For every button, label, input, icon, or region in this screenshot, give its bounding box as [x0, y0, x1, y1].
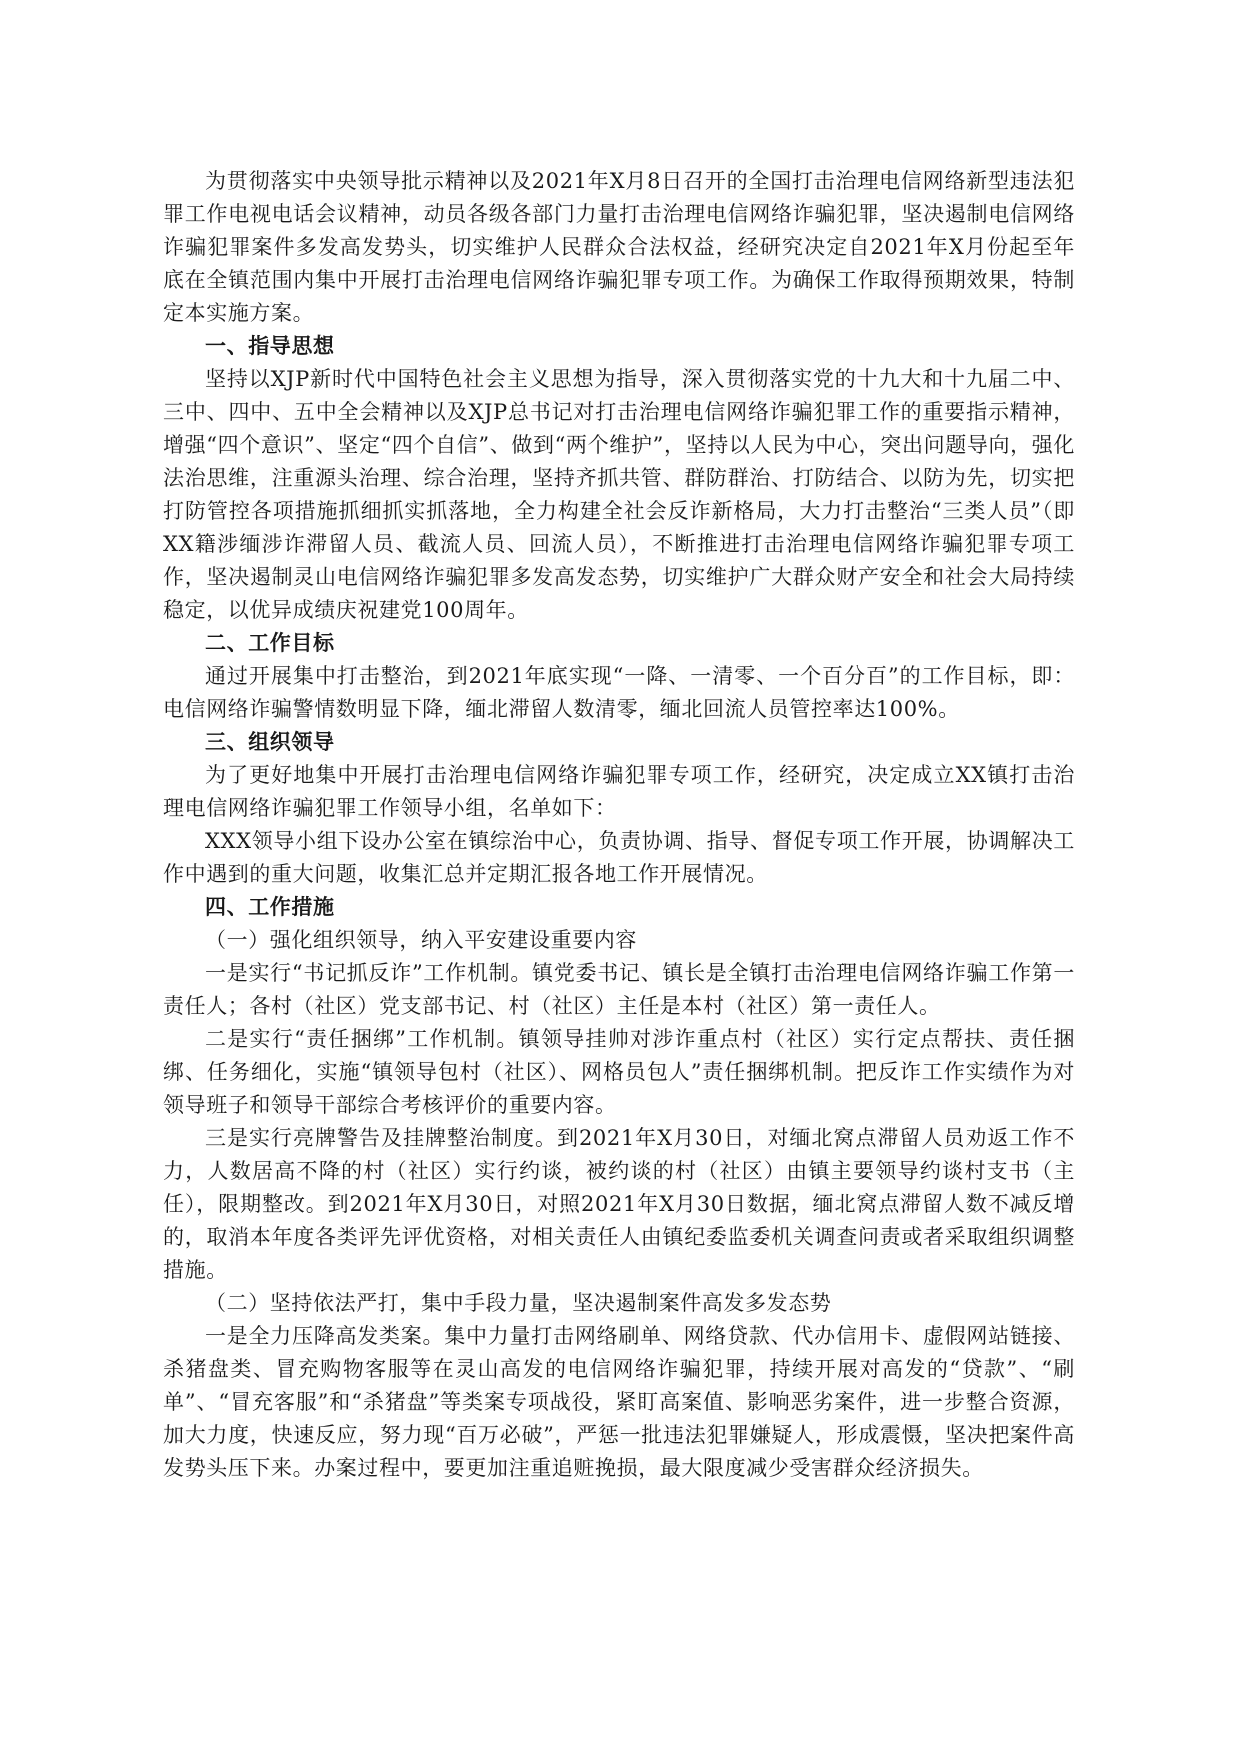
section-heading-guiding-ideology: 一、指导思想: [205, 334, 335, 358]
section-heading-work-measures: 四、工作措施: [205, 895, 335, 919]
guiding-ideology-paragraph: 坚持以XJP新时代中国特色社会主义思想为指导，深入贯彻落实党的十九大和十九届二中、三中、四中、五中全会精神以及XJP总书记对打击治理电信网络诈骗犯罪工作的重要指示精神，增强“四个意识”、坚定“四个自信”、做到“两个维护”，坚持以人民为中心，突出问题导向，强化法治思维，注重源头治理、综合治理，坚持齐抓共管、群防群治、打防结合、以防为先，切实把打防管控各项措施抓细抓实抓落地，全力构建全社会反诈新格局，大力打击整治“三类人员”（即XX籍涉缅涉诈滞留人员、截流人员、回流人员），不断推进打击治理电信网络诈骗犯罪专项工作，坚决遏制灵山电信网络诈骗犯罪多发高发态势，切实维护广大群众财产安全和社会大局持续稳定，以优异成绩庆祝建党100周年。: [163, 367, 1075, 622]
subsection-title-1: （一）强化组织领导，纳入平安建设重要内容: [205, 928, 637, 952]
measure-paragraph-1-1: 一是实行“书记抓反诈”工作机制。镇党委书记、镇长是全镇打击治理电信网络诈骗工作第一责任人；各村（社区）党支部书记、村（社区）主任是本村（社区）第一责任人。: [163, 961, 1075, 1018]
measure-paragraph-1-2: 二是实行“责任捆绑”工作机制。镇领导挂帅对涉诈重点村（社区）实行定点帮扶、责任捆绑、任务细化，实施“镇领导包村（社区）、网格员包人”责任捆绑机制。把反诈工作实绩作为对领导班子和领导干部综合考核评价的重要内容。: [163, 1027, 1075, 1117]
measure-paragraph-2-1: 一是全力压降高发类案。集中力量打击网络刷单、网络贷款、代办信用卡、虚假网站链接、杀猪盘类、冒充购物客服等在灵山高发的电信网络诈骗犯罪，持续开展对高发的“贷款”、“刷单”、“冒充客服”和“杀猪盘”等类案专项战役，紧盯高案值、影响恶劣案件，进一步整合资源，加大力度，快速反应，努力现“百万必破”，严惩一批违法犯罪嫌疑人，形成震慑，坚决把案件高发势头压下来。办案过程中，要更加注重追赃挽损，最大限度减少受害群众经济损失。: [163, 1324, 1075, 1480]
section-heading-work-goals: 二、工作目标: [205, 631, 335, 655]
organization-paragraph-2: XXX领导小组下设办公室在镇综治中心，负责协调、指导、督促专项工作开展，协调解决工作中遇到的重大问题，收集汇总并定期汇报各地工作开展情况。: [163, 829, 1075, 886]
subsection-title-2: （二）坚持依法严打，集中手段力量，坚决遏制案件高发多发态势: [205, 1291, 832, 1315]
work-goals-paragraph: 通过开展集中打击整治，到2021年底实现“一降、一清零、一个百分百”的工作目标，即：电信网络诈骗警情数明显下降，缅北滞留人数清零，缅北回流人员管控率达100%。: [163, 664, 1075, 721]
document-body: [163, 165, 1075, 1485]
organization-paragraph-1: 为了更好地集中开展打击治理电信网络诈骗犯罪专项工作，经研究，决定成立XX镇打击治理电信网络诈骗犯罪工作领导小组，名单如下：: [163, 763, 1075, 820]
section-heading-organization: 三、组织领导: [205, 730, 335, 754]
measure-paragraph-1-3: 三是实行亮牌警告及挂牌整治制度。到2021年X月30日，对缅北窝点滞留人员劝返工作不力，人数居高不降的村（社区）实行约谈，被约谈的村（社区）由镇主要领导约谈村支书（主任），限期整改。到2021年X月30日，对照2021年X月30日数据，缅北窝点滞留人数不减反增的，取消本年度各类评先评优资格，对相关责任人由镇纪委监委机关调查问责或者采取组织调整措施。: [163, 1126, 1075, 1282]
intro-paragraph: 为贯彻落实中央领导批示精神以及2021年X月8日召开的全国打击治理电信网络新型违法犯罪工作电视电话会议精神，动员各级各部门力量打击治理电信网络诈骗犯罪，坚决遏制电信网络诈骗犯罪案件多发高发势头，切实维护人民群众合法权益，经研究决定自2021年X月份起至年底在全镇范围内集中开展打击治理电信网络诈骗犯罪专项工作。为确保工作取得预期效果，特制定本实施方案。: [163, 169, 1075, 325]
